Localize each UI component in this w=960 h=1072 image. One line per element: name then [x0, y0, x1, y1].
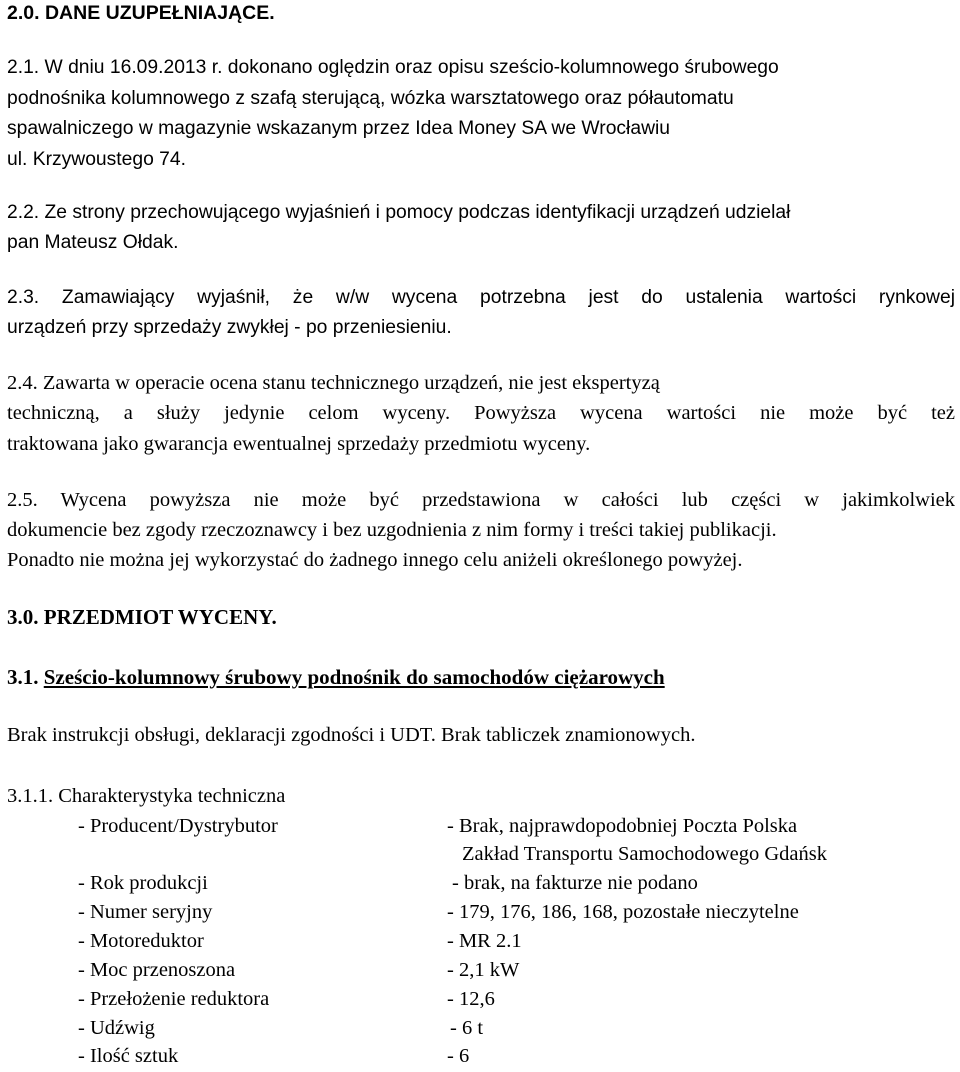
spec-row: [7, 871, 957, 899]
spec-label: - Producent/Dystrybutor: [78, 815, 278, 837]
paragraph-2-4-line-3: traktowana jako gwarancja ewentualnej sprzedaży przedmiotu wyceny.: [7, 433, 591, 455]
subject-note: Brak instrukcji obsługi, deklaracji zgodności i UDT. Brak tabliczek znamionowych.: [7, 724, 696, 746]
spec-value: - brak, na fakturze nie podano: [452, 872, 698, 894]
spec-value: - Brak, najprawdopodobniej Poczta Polska: [447, 815, 798, 837]
spec-row: [7, 842, 957, 870]
paragraph-2-3-line-2: urządzeń przy sprzedaży zwykłej - po przeniesieniu.: [7, 317, 452, 338]
spec-value: - 12,6: [447, 988, 495, 1010]
spec-value: Zakład Transportu Samochodowego Gdańsk: [462, 843, 827, 865]
paragraph-2-5-line-3: Ponadto nie można jej wykorzystać do żadnego innego celu aniżeli określonego powyżej.: [7, 549, 743, 571]
subsection-title: Sześcio-kolumnowy śrubowy podnośnik do samochodów ciężarowych: [43, 665, 665, 689]
spec-row: [7, 958, 957, 986]
spec-value: - MR 2.1: [447, 930, 522, 952]
spec-label: - Motoreduktor: [78, 930, 204, 952]
paragraph-2-2-line-2: pan Mateusz Ołdak.: [7, 232, 179, 253]
spec-value: - 179, 176, 186, 168, pozostałe nieczytelne: [447, 901, 799, 923]
spec-label: - Przełożenie reduktora: [78, 988, 270, 1010]
section-heading-2: 2.0. DANE UZUPEŁNIAJĄCE.: [7, 2, 275, 24]
paragraph-2-3-line-1: 2.3. Zamawiający wyjaśnił, że w/w wycena potrzebna jest do ustalenia wartości rynkowej: [7, 287, 955, 308]
spec-heading: 3.1.1. Charakterystyka techniczna: [7, 785, 286, 807]
paragraph-2-4-line-2: techniczną, a służy jedynie celom wyceny. Powyższa wycena wartości nie może być też: [7, 402, 955, 424]
spec-value: - 2,1 kW: [447, 959, 520, 981]
spec-row: [7, 1044, 957, 1072]
spec-row: [7, 900, 957, 928]
spec-row: [7, 1016, 957, 1044]
spec-row: [7, 987, 957, 1015]
subsection-number: 3.1.: [7, 665, 39, 689]
paragraph-2-1-line-4: ul. Krzywoustego 74.: [7, 149, 186, 170]
spec-value: - 6 t: [450, 1017, 484, 1039]
paragraph-2-1-line-2: podnośnika kolumnowego z szafą sterującą, wózka warsztatowego oraz półautomatu: [7, 88, 734, 109]
paragraph-2-1-line-3: spawalniczego w magazynie wskazanym przez Idea Money SA we Wrocławiu: [7, 118, 670, 139]
spec-label: - Udźwig: [78, 1017, 155, 1039]
paragraph-2-5-line-1: 2.5. Wycena powyższa nie może być przedstawiona w całości lub części w jakimkolwiek: [7, 489, 955, 511]
spec-label: - Numer seryjny: [78, 901, 213, 923]
spec-value: - 6: [447, 1045, 470, 1067]
spec-row: [7, 814, 957, 842]
paragraph-2-2-line-1: 2.2. Ze strony przechowującego wyjaśnień i pomocy podczas identyfikacji urządzeń udzielał: [7, 202, 791, 223]
section-heading-3: 3.0. PRZEDMIOT WYCENY.: [7, 605, 277, 629]
spec-label: - Rok produkcji: [78, 872, 208, 894]
paragraph-2-4-line-1: 2.4. Zawarta w operacie ocena stanu technicznego urządzeń, nie jest ekspertyzą: [7, 372, 660, 394]
spec-label: - Moc przenoszona: [78, 959, 236, 981]
paragraph-2-1-line-1: 2.1. W dniu 16.09.2013 r. dokonano oględzin oraz opisu sześcio-kolumnowego śrubowego: [7, 57, 779, 78]
paragraph-2-5-line-2: dokumencie bez zgody rzeczoznawcy i bez uzgodnienia z nim formy i treści takiej publikacji.: [7, 519, 777, 541]
spec-label: - Ilość sztuk: [78, 1045, 179, 1067]
spec-row: [7, 929, 957, 957]
subsection-heading-3-1: [7, 665, 665, 690]
